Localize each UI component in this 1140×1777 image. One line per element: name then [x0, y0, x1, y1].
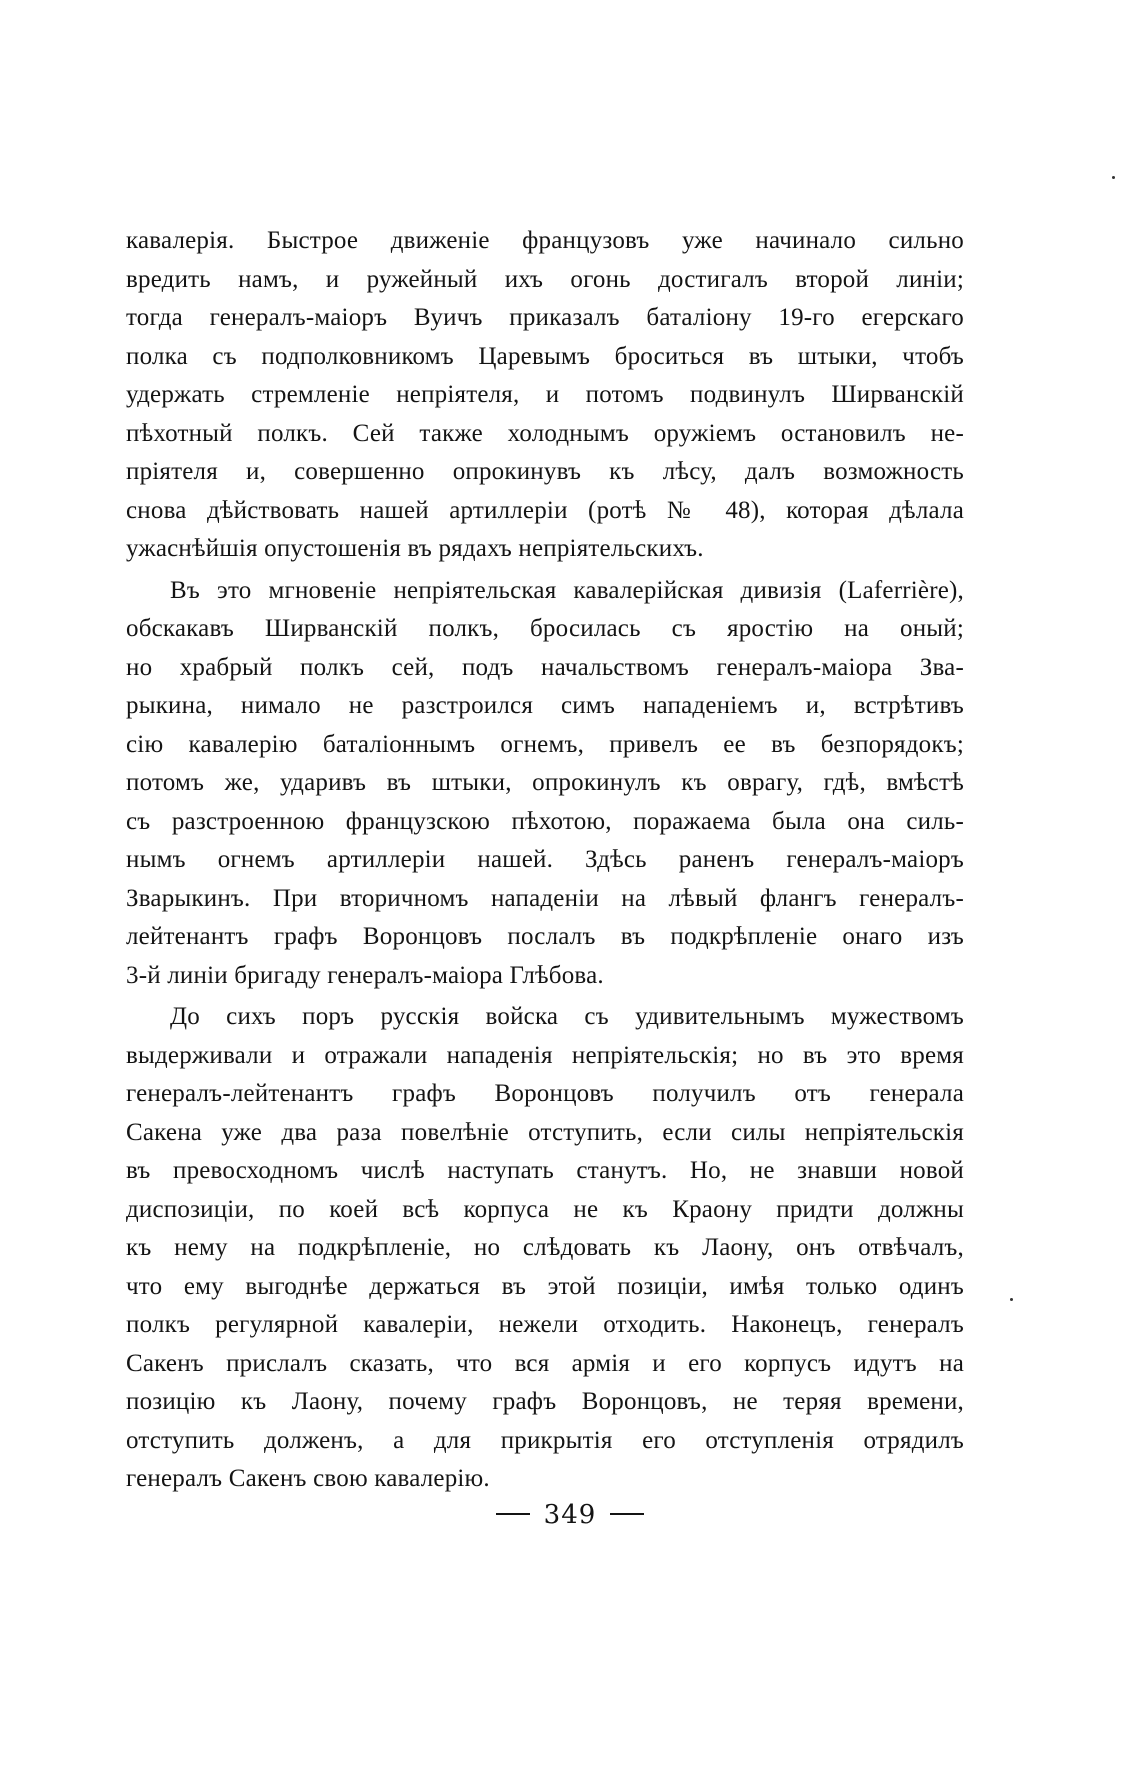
- text-line: позицію къ Лаону, почему графъ Воронцовъ, не теряя времени,: [126, 1388, 964, 1415]
- text-line: нымъ огнемъ артиллеріи нашей. Здѣсь раненъ генералъ-маіоръ: [126, 846, 964, 873]
- text-line: къ нему на подкрѣпленіе, но слѣдовать къ Лаону, онъ отвѣчалъ,: [126, 1234, 964, 1261]
- paragraph-3: [126, 998, 964, 1499]
- text-line: Въ это мгновеніе непріятельская кавалерійская дивизія (Laferrière),: [170, 576, 964, 604]
- text-line: снова дѣйствовать нашей артиллеріи (ротѣ № 48), которая дѣлала: [126, 496, 964, 524]
- paragraph-1: [126, 222, 964, 569]
- dash-left: [496, 1513, 530, 1515]
- text-line: ужаснѣйшія опустошенія въ рядахъ непріятельскихъ.: [126, 535, 704, 562]
- text-line: генералъ Сакенъ свою кавалерію.: [126, 1465, 490, 1492]
- page-number-value: 349: [543, 1500, 597, 1530]
- body-text: [126, 222, 964, 1499]
- dash-right: [610, 1513, 644, 1515]
- scan-speck: [1112, 176, 1115, 179]
- text-line: Зварыкинъ. При вторичномъ нападеніи на лѣвый флангъ генералъ-: [126, 884, 964, 912]
- text-line: пріятеля и, совершенно опрокинувъ къ лѣсу, далъ возможность: [126, 458, 964, 485]
- text-line: но храбрый полкъ сей, подъ начальствомъ генералъ-маіора Зва-: [126, 653, 964, 681]
- text-line: обскакавъ Ширванскій полкъ, бросилась съ яростію на оный;: [126, 615, 964, 642]
- text-line: кавалерія. Быстрое движеніе французовъ уже начинало сильно: [126, 227, 964, 254]
- text-line: въ превосходномъ числѣ наступать станутъ. Но, не знавши новой: [126, 1157, 964, 1184]
- text-line: полкъ регулярной кавалеріи, нежели отходить. Наконецъ, генералъ: [126, 1311, 964, 1338]
- text-line: Сакенъ прислалъ сказать, что вся армія и его корпусъ идутъ на: [126, 1349, 964, 1377]
- text-line: генералъ-лейтенантъ графъ Воронцовъ получилъ отъ генерала: [126, 1080, 964, 1107]
- text-line: тогда генералъ-маіоръ Вуичъ приказалъ баталіону 19-го егерскаго: [126, 304, 964, 331]
- text-line: вредить намъ, и ружейный ихъ огонь достигалъ второй линіи;: [126, 265, 964, 293]
- text-line: потомъ же, ударивъ въ штыки, опрокинулъ къ оврагу, гдѣ, вмѣстѣ: [126, 769, 964, 796]
- text-line: лейтенантъ графъ Воронцовъ послалъ въ подкрѣпленіе онаго изъ: [126, 923, 964, 950]
- text-line: что ему выгоднѣе держаться въ этой позиціи, имѣя только одинъ: [126, 1272, 964, 1300]
- text-line: диспозиціи, по коей всѣ корпуса не къ Краону придти должны: [126, 1195, 964, 1223]
- text-line: съ разстроенною французскою пѣхотою, поражаема была она силь-: [126, 807, 964, 835]
- text-line: удержать стремленіе непріятеля, и потомъ подвинулъ Ширванскій: [126, 381, 964, 408]
- text-line: 3-й линіи бригаду генералъ-маіора Глѣбова.: [126, 961, 604, 989]
- scan-speck: [1010, 1298, 1013, 1301]
- text-line: рыкина, нимало не разстроился симъ нападеніемъ и, встрѣтивъ: [126, 692, 964, 719]
- page-number: [0, 1500, 1140, 1530]
- paragraph-2: [126, 572, 964, 996]
- text-line: Сакена уже два раза повелѣніе отступить, если силы непріятельскія: [126, 1118, 964, 1146]
- text-line: выдерживали и отражали нападенія непріятельскія; но въ это время: [126, 1041, 964, 1069]
- text-line: пѣхотный полкъ. Сей также холоднымъ оружіемъ остановилъ не-: [126, 419, 964, 447]
- text-line: До сихъ поръ русскія войска съ удивительнымъ мужествомъ: [170, 1003, 964, 1030]
- text-line: полка съ подполковникомъ Царевымъ броситься въ штыки, чтобъ: [126, 342, 964, 370]
- text-line: сію кавалерію баталіоннымъ огнемъ, привелъ ее въ безпорядокъ;: [126, 730, 964, 758]
- text-line: отступить долженъ, а для прикрытія его отступленія отрядилъ: [126, 1426, 964, 1454]
